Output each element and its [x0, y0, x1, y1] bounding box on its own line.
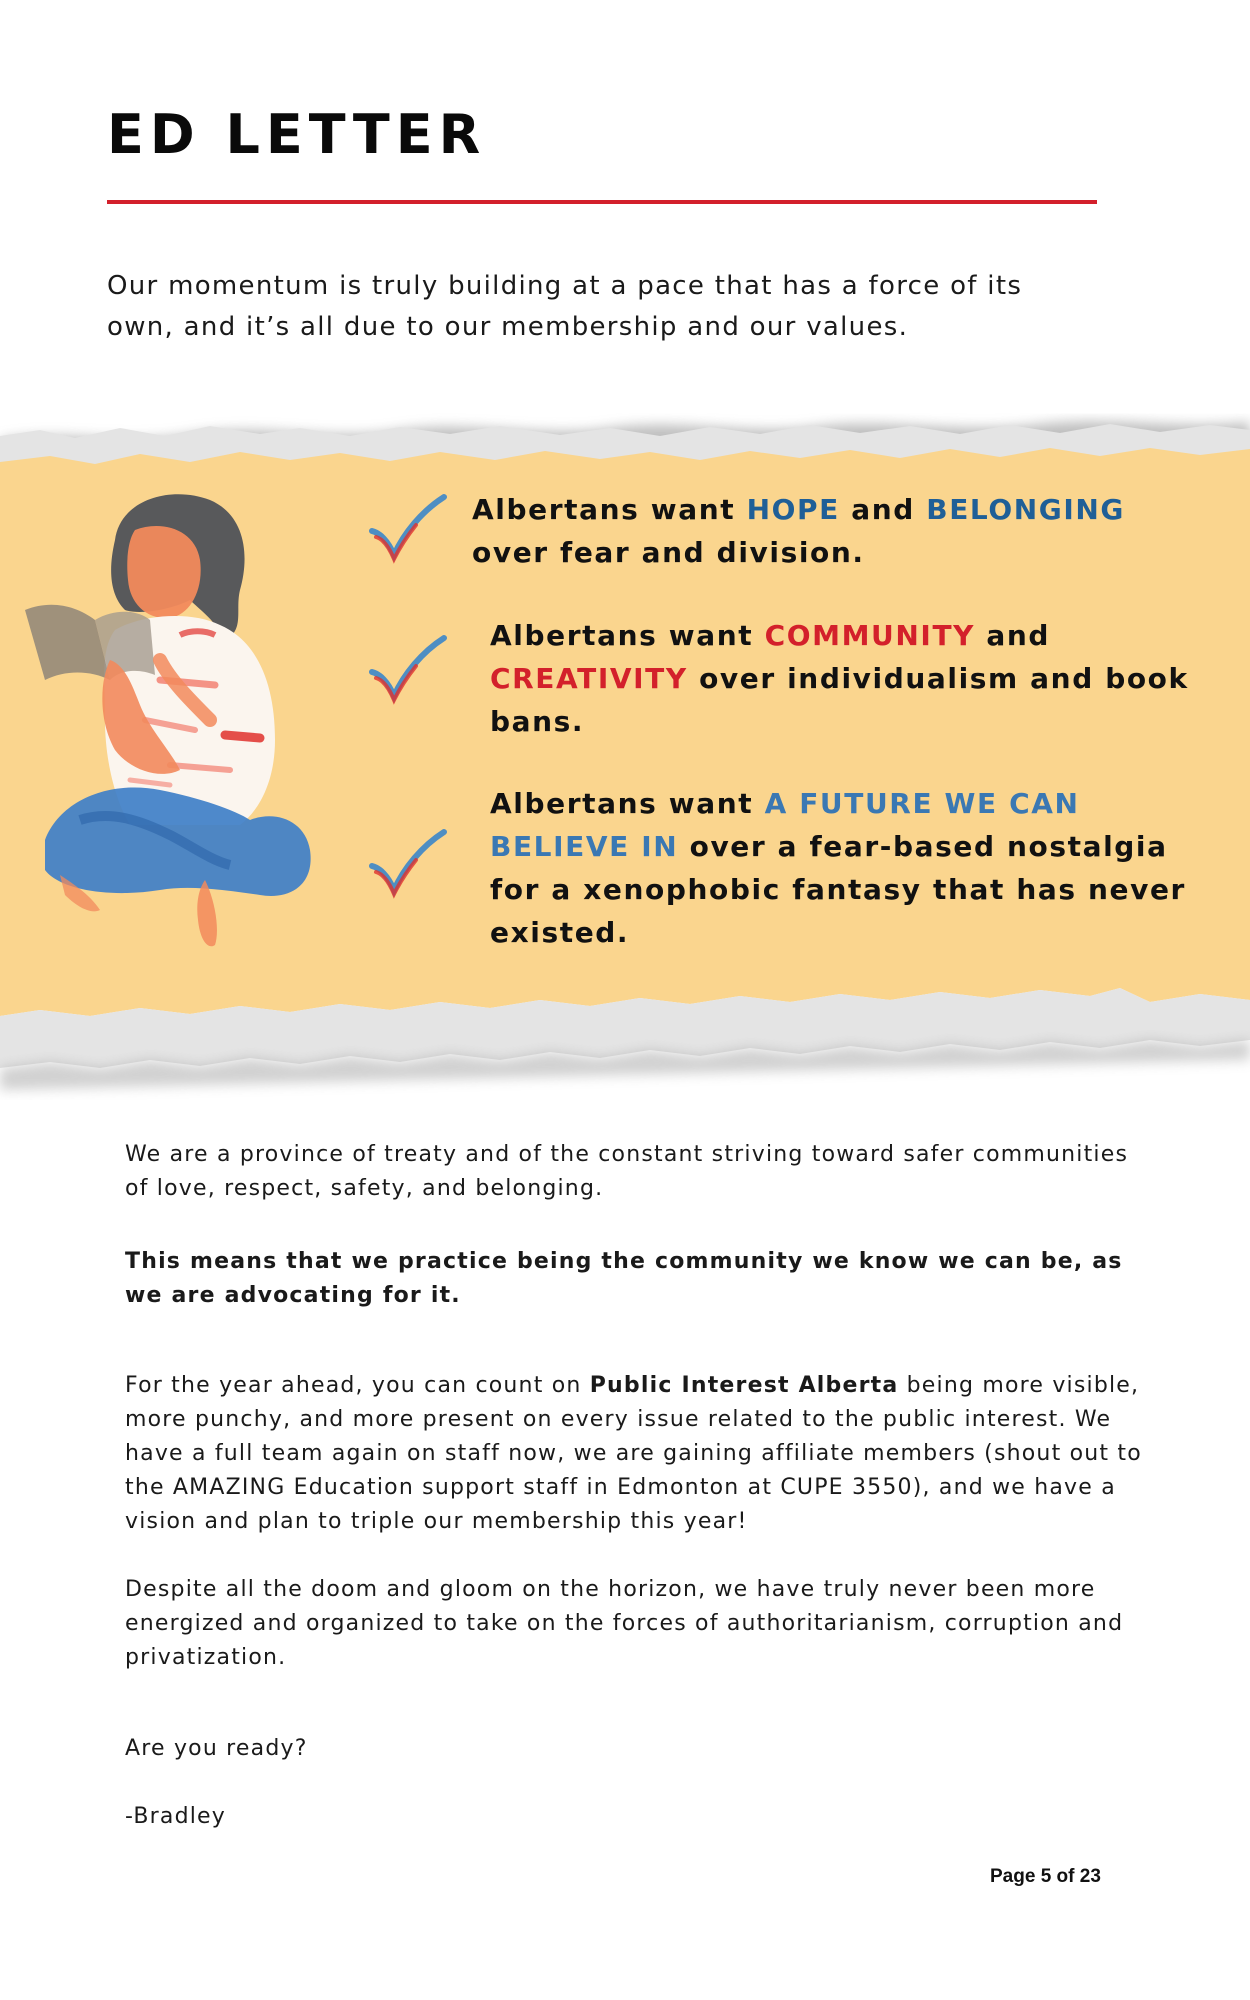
point-mid: and: [839, 493, 927, 526]
paragraph-treaty: We are a province of treaty and of the constant striving toward safer communities of love, respect, safety, and belonging.: [125, 1142, 1129, 1201]
point-hope-belonging: [472, 488, 1212, 574]
paragraph-despite: Despite all the doom and gloom on the horizon, we have truly never been more energized and organized to take on the forces of authoritarianism, corruption and privatization.: [125, 1577, 1124, 1670]
point-tail: over individualism and book bans.: [490, 662, 1189, 738]
page-title: ED LETTER: [107, 103, 487, 166]
checkmark-icon: [368, 634, 448, 706]
point-community-creativity: [490, 614, 1190, 743]
signature: -Bradley: [125, 1804, 227, 1829]
point-lead: Albertans want: [472, 493, 747, 526]
highlight-belonging: BELONGING: [926, 493, 1126, 526]
checkmark-icon: [368, 828, 448, 900]
paragraph-year-ahead: [125, 1369, 1145, 1539]
highlight-creativity: CREATIVITY: [490, 662, 688, 695]
point-future: [490, 782, 1210, 954]
checkmark-icon: [368, 493, 448, 565]
year-ahead-lead: For the year ahead, you can count on: [125, 1373, 590, 1398]
paragraph-ready: Are you ready?: [125, 1736, 308, 1761]
page-number: Page 5 of 23: [990, 1866, 1101, 1887]
title-divider: [107, 200, 1097, 204]
paragraph-community-practice: This means that we practice being the community we know we can be, as we are advocating for it.: [125, 1249, 1123, 1308]
point-lead: Albertans want: [490, 787, 765, 820]
point-mid: and: [975, 619, 1051, 652]
highlight-future: A FUTURE WE CAN BELIEVE IN: [490, 787, 1080, 863]
intro-paragraph: Our momentum is truly building at a pace that has a force of its own, and it’s all due to our membership and our values.: [107, 271, 1023, 342]
highlight-community: COMMUNITY: [764, 619, 976, 652]
point-tail: over fear and division.: [472, 536, 865, 569]
year-ahead-tail: being more visible, more punchy, and more present on every issue related to the public interest. We have a full team again on staff now, we are gaining affiliate members (shout out to the AMAZING Education support staff in Edmonton at CUPE 3550), and we have a vision and plan to triple our membership this year!: [125, 1373, 1142, 1534]
reading-person-illustration: [20, 480, 365, 960]
point-lead: Albertans want: [490, 619, 765, 652]
highlight-hope: HOPE: [746, 493, 840, 526]
org-name: Public Interest Alberta: [589, 1373, 899, 1398]
point-tail: over a fear-based nostalgia for a xenophobic fantasy that has never existed.: [490, 830, 1186, 949]
